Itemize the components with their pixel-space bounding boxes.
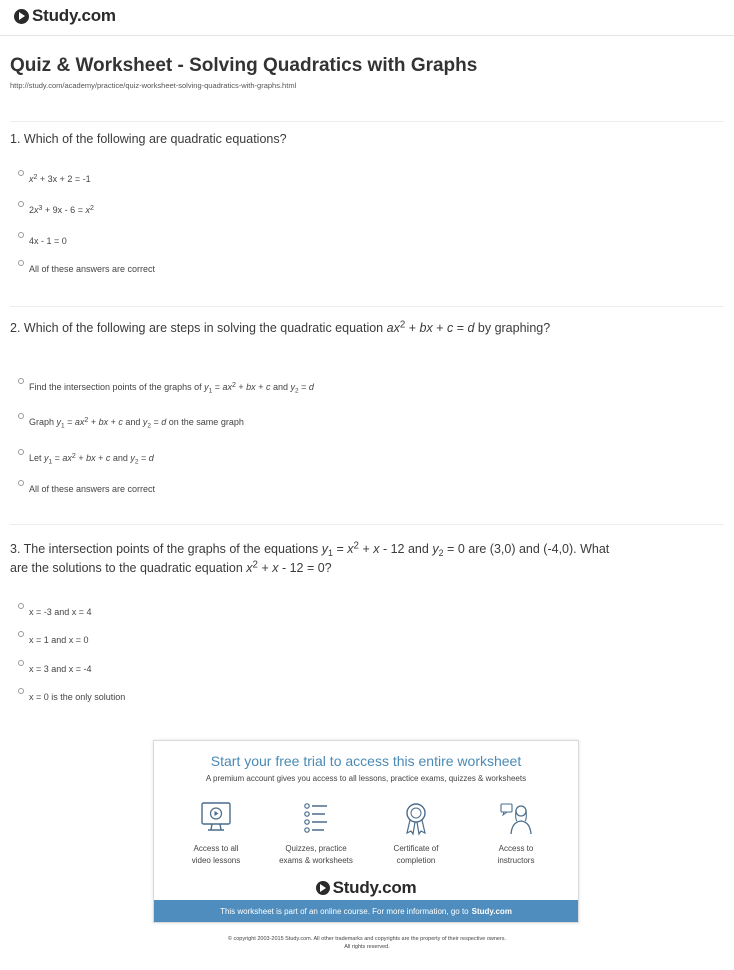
option-label: Let $y_1 = ax^2$ + bx + c and $y_2 = d$ (29, 452, 154, 466)
question-divider (10, 121, 724, 122)
option-label: x = -3 and x = 4 (29, 607, 92, 617)
option-label: All of these answers are correct (29, 264, 156, 274)
feature-line: exams & worksheets (279, 856, 353, 865)
radio-button[interactable] (18, 660, 24, 666)
quiz-list-icon (299, 801, 333, 837)
question-2-option-a[interactable] (18, 381, 314, 395)
question-divider (10, 524, 724, 525)
question-3-option-a[interactable] (18, 607, 92, 617)
option-label: Find the intersection points of the graphs of $y_1 = ax^2$ + bx + c and $y_2 = d$ (29, 381, 314, 395)
question-1-text: 1. Which of the following are quadratic equations? (10, 132, 287, 146)
feature-certificate (366, 801, 466, 867)
option-label: Graph $y_1 = ax^2$ + bx + c and $y_2 = d$ on the same graph (29, 416, 244, 430)
feature-line: Quizzes, practice (285, 844, 347, 853)
page-title: Quiz & Worksheet - Solving Quadratics with Graphs (10, 55, 478, 76)
feature-line: instructors (497, 856, 535, 865)
promo-study-logo[interactable] (154, 878, 578, 898)
question-3-option-b[interactable] (18, 635, 89, 645)
option-label: All of these answers are correct (29, 484, 156, 494)
radio-button[interactable] (18, 449, 24, 455)
question-3-option-d[interactable] (18, 692, 125, 702)
radio-button[interactable] (18, 170, 24, 176)
option-label: x = 1 and x = 0 (29, 635, 89, 645)
instructor-icon (499, 801, 533, 837)
option-label: x = 3 and x = -4 (29, 664, 92, 674)
study-logo[interactable] (14, 6, 116, 26)
promo-bar-link[interactable]: Study.com (471, 906, 512, 916)
feature-quizzes (266, 801, 366, 867)
page-url: http://study.com/academy/practice/quiz-worksheet-solving-quadratics-with-graphs.html (10, 81, 297, 90)
radio-button[interactable] (18, 631, 24, 637)
brand-name: Study.com (332, 878, 417, 897)
radio-button[interactable] (18, 201, 24, 207)
radio-button[interactable] (18, 603, 24, 609)
question-2-text: 2. Which of the following are steps in solving the quadratic equation $ax^2$ + bx + c = d by graphing? (10, 319, 551, 335)
promo-info-bar (154, 900, 578, 922)
radio-button[interactable] (18, 688, 24, 694)
feature-line: Access to all (193, 844, 239, 853)
radio-button[interactable] (18, 480, 24, 486)
question-2-option-b[interactable] (18, 416, 244, 430)
question-divider (10, 306, 724, 307)
option-label: $2x^3 + 9x - 6 = x^2$ (29, 204, 94, 215)
feature-line: completion (396, 856, 436, 865)
option-label: 4x - 1 = 0 (29, 236, 67, 246)
play-logo-icon (316, 881, 330, 895)
question-1-option-d[interactable] (18, 264, 155, 274)
radio-button[interactable] (18, 232, 24, 238)
copyright-notice (0, 935, 734, 951)
promo-subtitle: A premium account gives you access to all lessons, practice exams, quizzes & worksheets (205, 774, 527, 783)
copyright-line: © copyright 2003-2015 Study.com. All other trademarks and copyrights are the property of their respective owners. (227, 936, 507, 942)
radio-button[interactable] (18, 378, 24, 384)
header-divider (0, 35, 734, 36)
radio-button[interactable] (18, 260, 24, 266)
radio-button[interactable] (18, 413, 24, 419)
option-label: $x^2 + 3x + 2 = -1$ (29, 173, 91, 184)
promo-bar-text: This worksheet is part of an online course. For more information, go to (220, 906, 469, 916)
question-2-option-c[interactable] (18, 452, 154, 466)
play-logo-icon (14, 9, 29, 24)
option-label: x = 0 is the only solution (29, 692, 126, 702)
brand-name: Study.com (32, 6, 116, 25)
premium-promo-box (153, 740, 579, 923)
question-3-text: 3. The intersection points of the graphs of the equations $y_1 = x^2 + x - 12$ and $y_2 = 0$ are (3,0) and (-4,0). What are the solutions to the quadratic equation $x^2 + x - 12 = 0$? (10, 540, 610, 575)
feature-line: video lessons (191, 856, 241, 865)
promo-title[interactable]: Start your free trial to access this entire worksheet (210, 753, 522, 769)
question-1-option-b[interactable] (18, 205, 94, 215)
question-3-option-c[interactable] (18, 664, 92, 674)
video-lesson-icon (199, 801, 233, 837)
feature-line: Certificate of (393, 844, 439, 853)
feature-instructors (466, 801, 566, 867)
certificate-icon (399, 801, 433, 837)
feature-video-lessons (166, 801, 266, 867)
question-2-option-d[interactable] (18, 484, 155, 494)
question-1-option-c[interactable] (18, 236, 67, 246)
question-1-option-a[interactable] (18, 174, 91, 184)
copyright-line: All rights reserved. (344, 944, 390, 950)
feature-line: Access to (498, 844, 534, 853)
